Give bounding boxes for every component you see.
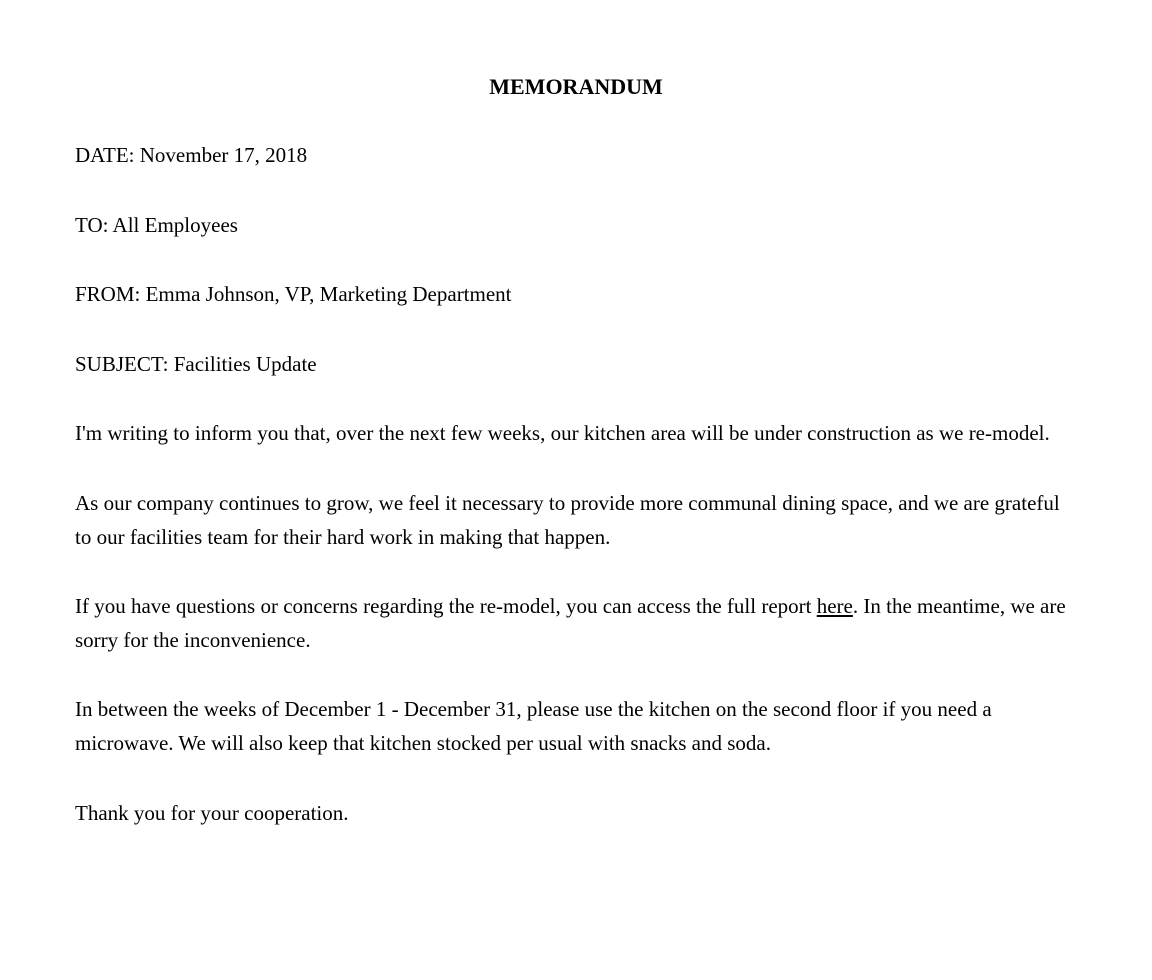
memo-field-from (75, 278, 1077, 312)
memo-field-date (75, 139, 1077, 173)
questions-text-after-link: . In the meantime, we are sorry for the inconvenience. (75, 594, 1066, 652)
paragraph-questions (75, 590, 1077, 657)
memo-field-subject (75, 348, 1077, 382)
subject-field-value: Facilities Update (173, 351, 317, 376)
memo-title: MEMORANDUM (489, 74, 663, 99)
paragraph-company-growth: As our company continues to grow, we feel it necessary to provide more communal dining space, and we are grateful to our facilities team for their hard work in making that happen. (75, 490, 1060, 549)
subject-field-label: SUBJECT: (75, 351, 169, 376)
from-field-label: FROM: (75, 282, 141, 307)
date-field-label: DATE: (75, 143, 135, 167)
paragraph-thanks: Thank you for your cooperation. (75, 800, 349, 825)
questions-text-before-link: If you have questions or concerns regarding the re-model, you can access the full report (75, 594, 817, 619)
paragraph-kitchen-alternative: In between the weeks of December 1 - December 31, please use the kitchen on the second floor if you need a microwave. We will also keep that kitchen stocked per usual with snacks and soda. (75, 697, 992, 755)
date-field-value: November 17, 2018 (139, 143, 308, 167)
paragraph-construction-notice: I'm writing to inform you that, over the next few weeks, our kitchen area will be under construction as we re-model. (75, 421, 1050, 446)
to-field-label: TO: (75, 212, 109, 237)
from-field-value: Emma Johnson, VP, Marketing Department (145, 282, 512, 307)
full-report-link[interactable]: here (816, 594, 853, 619)
to-field-value: All Employees (112, 212, 238, 237)
memo-field-to (75, 209, 1077, 243)
